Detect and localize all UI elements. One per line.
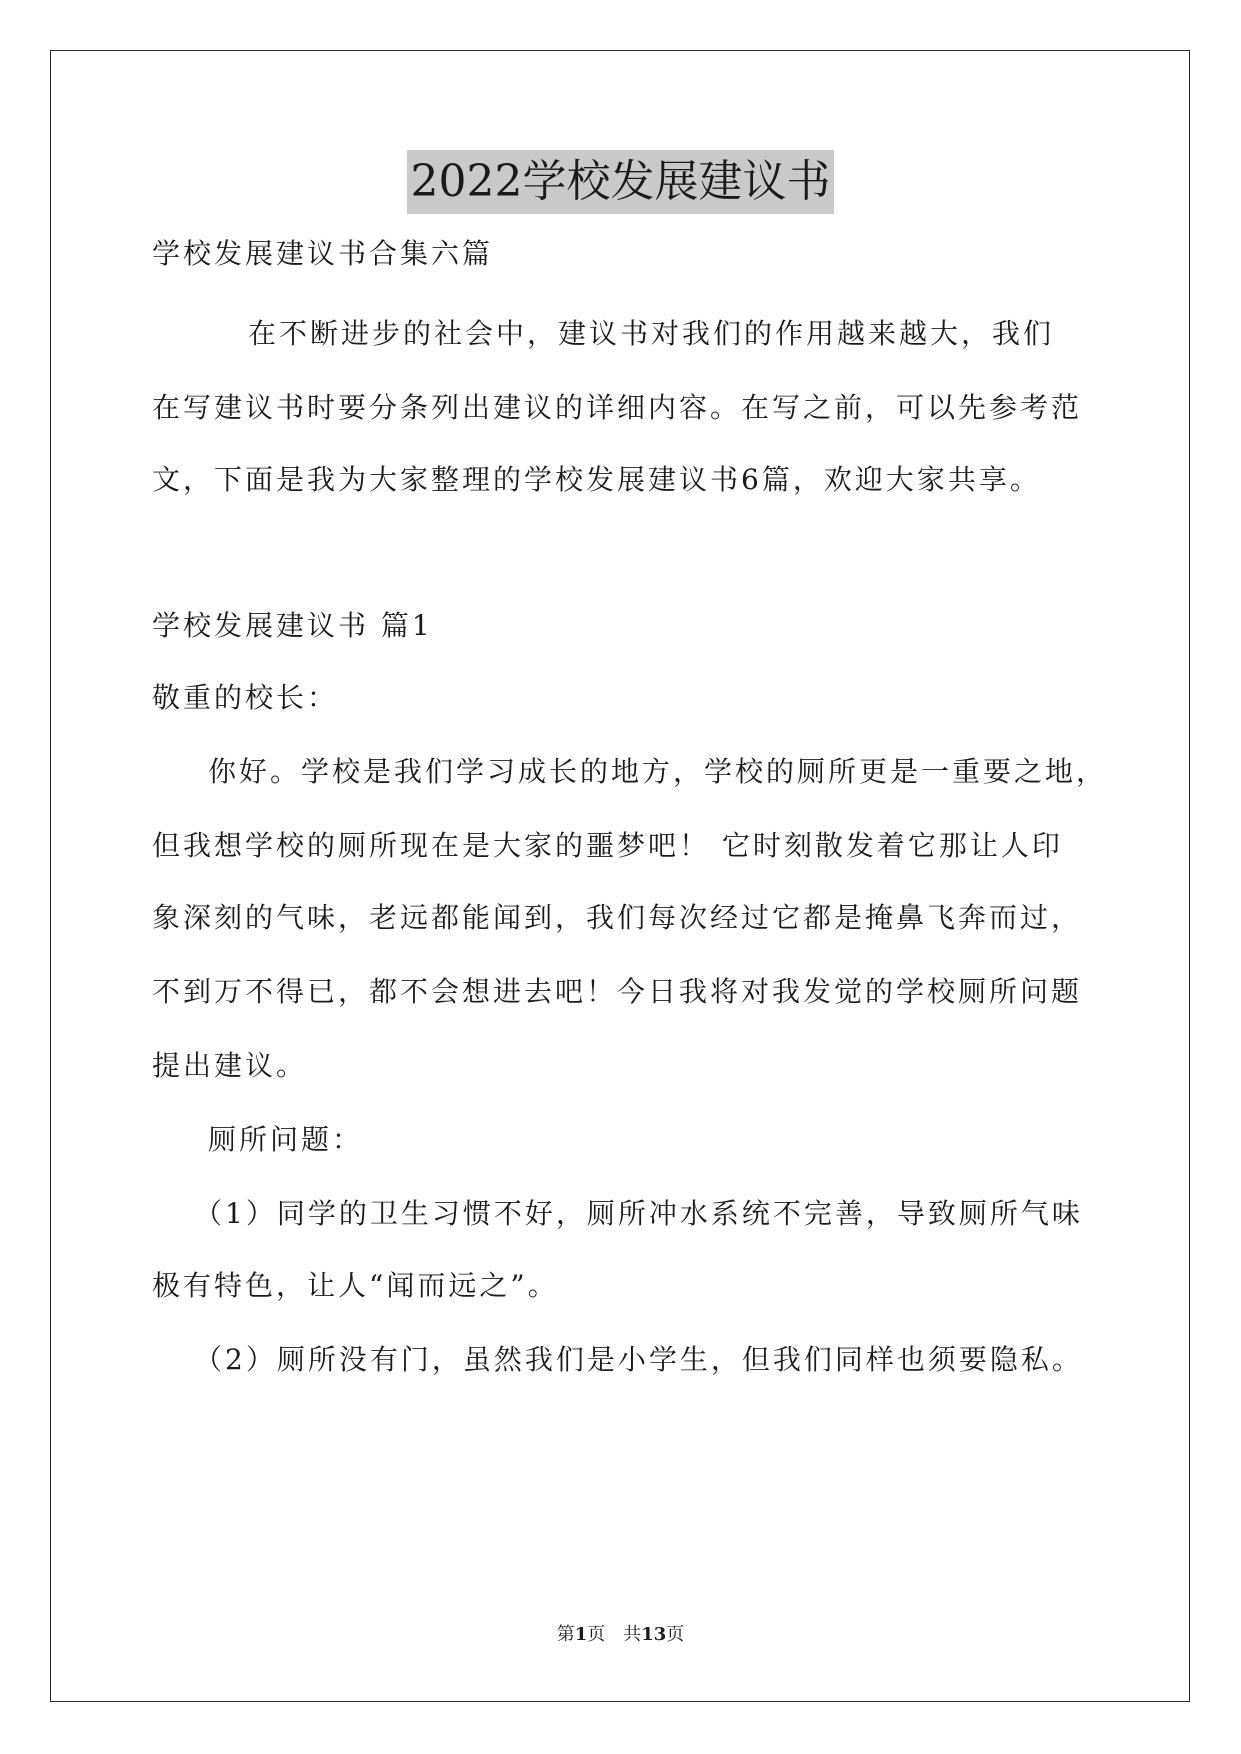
problem-1-line-1: （1）同学的卫生习惯不好，厕所冲水系统不完善，导致厕所气味 [194, 1197, 1083, 1230]
problem-2-line: （2）厕所没有门，虽然我们是小学生，但我们同样也须要隐私。 [194, 1343, 1083, 1376]
body-line-3: 象深刻的气味，老远都能闻到，我们每次经过它都是掩鼻飞奔而过， [152, 901, 1083, 934]
document-title: 2022学校发展建议书 [407, 150, 835, 214]
problems-heading: 厕所问题： [208, 1123, 364, 1156]
intro-line-2: 在写建议书时要分条列出建议的详细内容。在写之前，可以先参考范 [152, 391, 1083, 424]
title-wrap [0, 150, 1241, 214]
section-heading: 学校发展建议书 篇1 [152, 609, 433, 642]
collection-line: 学校发展建议书合集六篇 [152, 237, 494, 270]
page-current: 1 [574, 1624, 588, 1645]
page-total: 13 [641, 1624, 667, 1645]
page-footer [0, 1620, 1241, 1646]
intro-line-1: 在不断进步的社会中，建议书对我们的作用越来越大，我们 [248, 317, 1055, 350]
body-line-4: 不到万不得已，都不会想进去吧！今日我将对我发觉的学校厕所问题 [152, 975, 1083, 1008]
body-line-5: 提出建议。 [152, 1049, 308, 1082]
page-suffix: 页 [666, 1624, 685, 1645]
body-line-1: 你好。学校是我们学习成长的地方，学校的厕所更是一重要之地， [208, 755, 1108, 788]
problem-1-line-2: 极有特色，让人“闻而远之”。 [152, 1269, 559, 1302]
page-prefix: 第 [556, 1624, 575, 1645]
body-line-2: 但我想学校的厕所现在是大家的噩梦吧！ 它时刻散发着它那让人印 [152, 829, 1063, 862]
salutation: 敬重的校长： [152, 681, 339, 714]
intro-line-3: 文，下面是我为大家整理的学校发展建议书6篇，欢迎大家共享。 [152, 463, 1041, 496]
page-border [50, 50, 1190, 1702]
page-mid: 页 共 [587, 1624, 642, 1645]
